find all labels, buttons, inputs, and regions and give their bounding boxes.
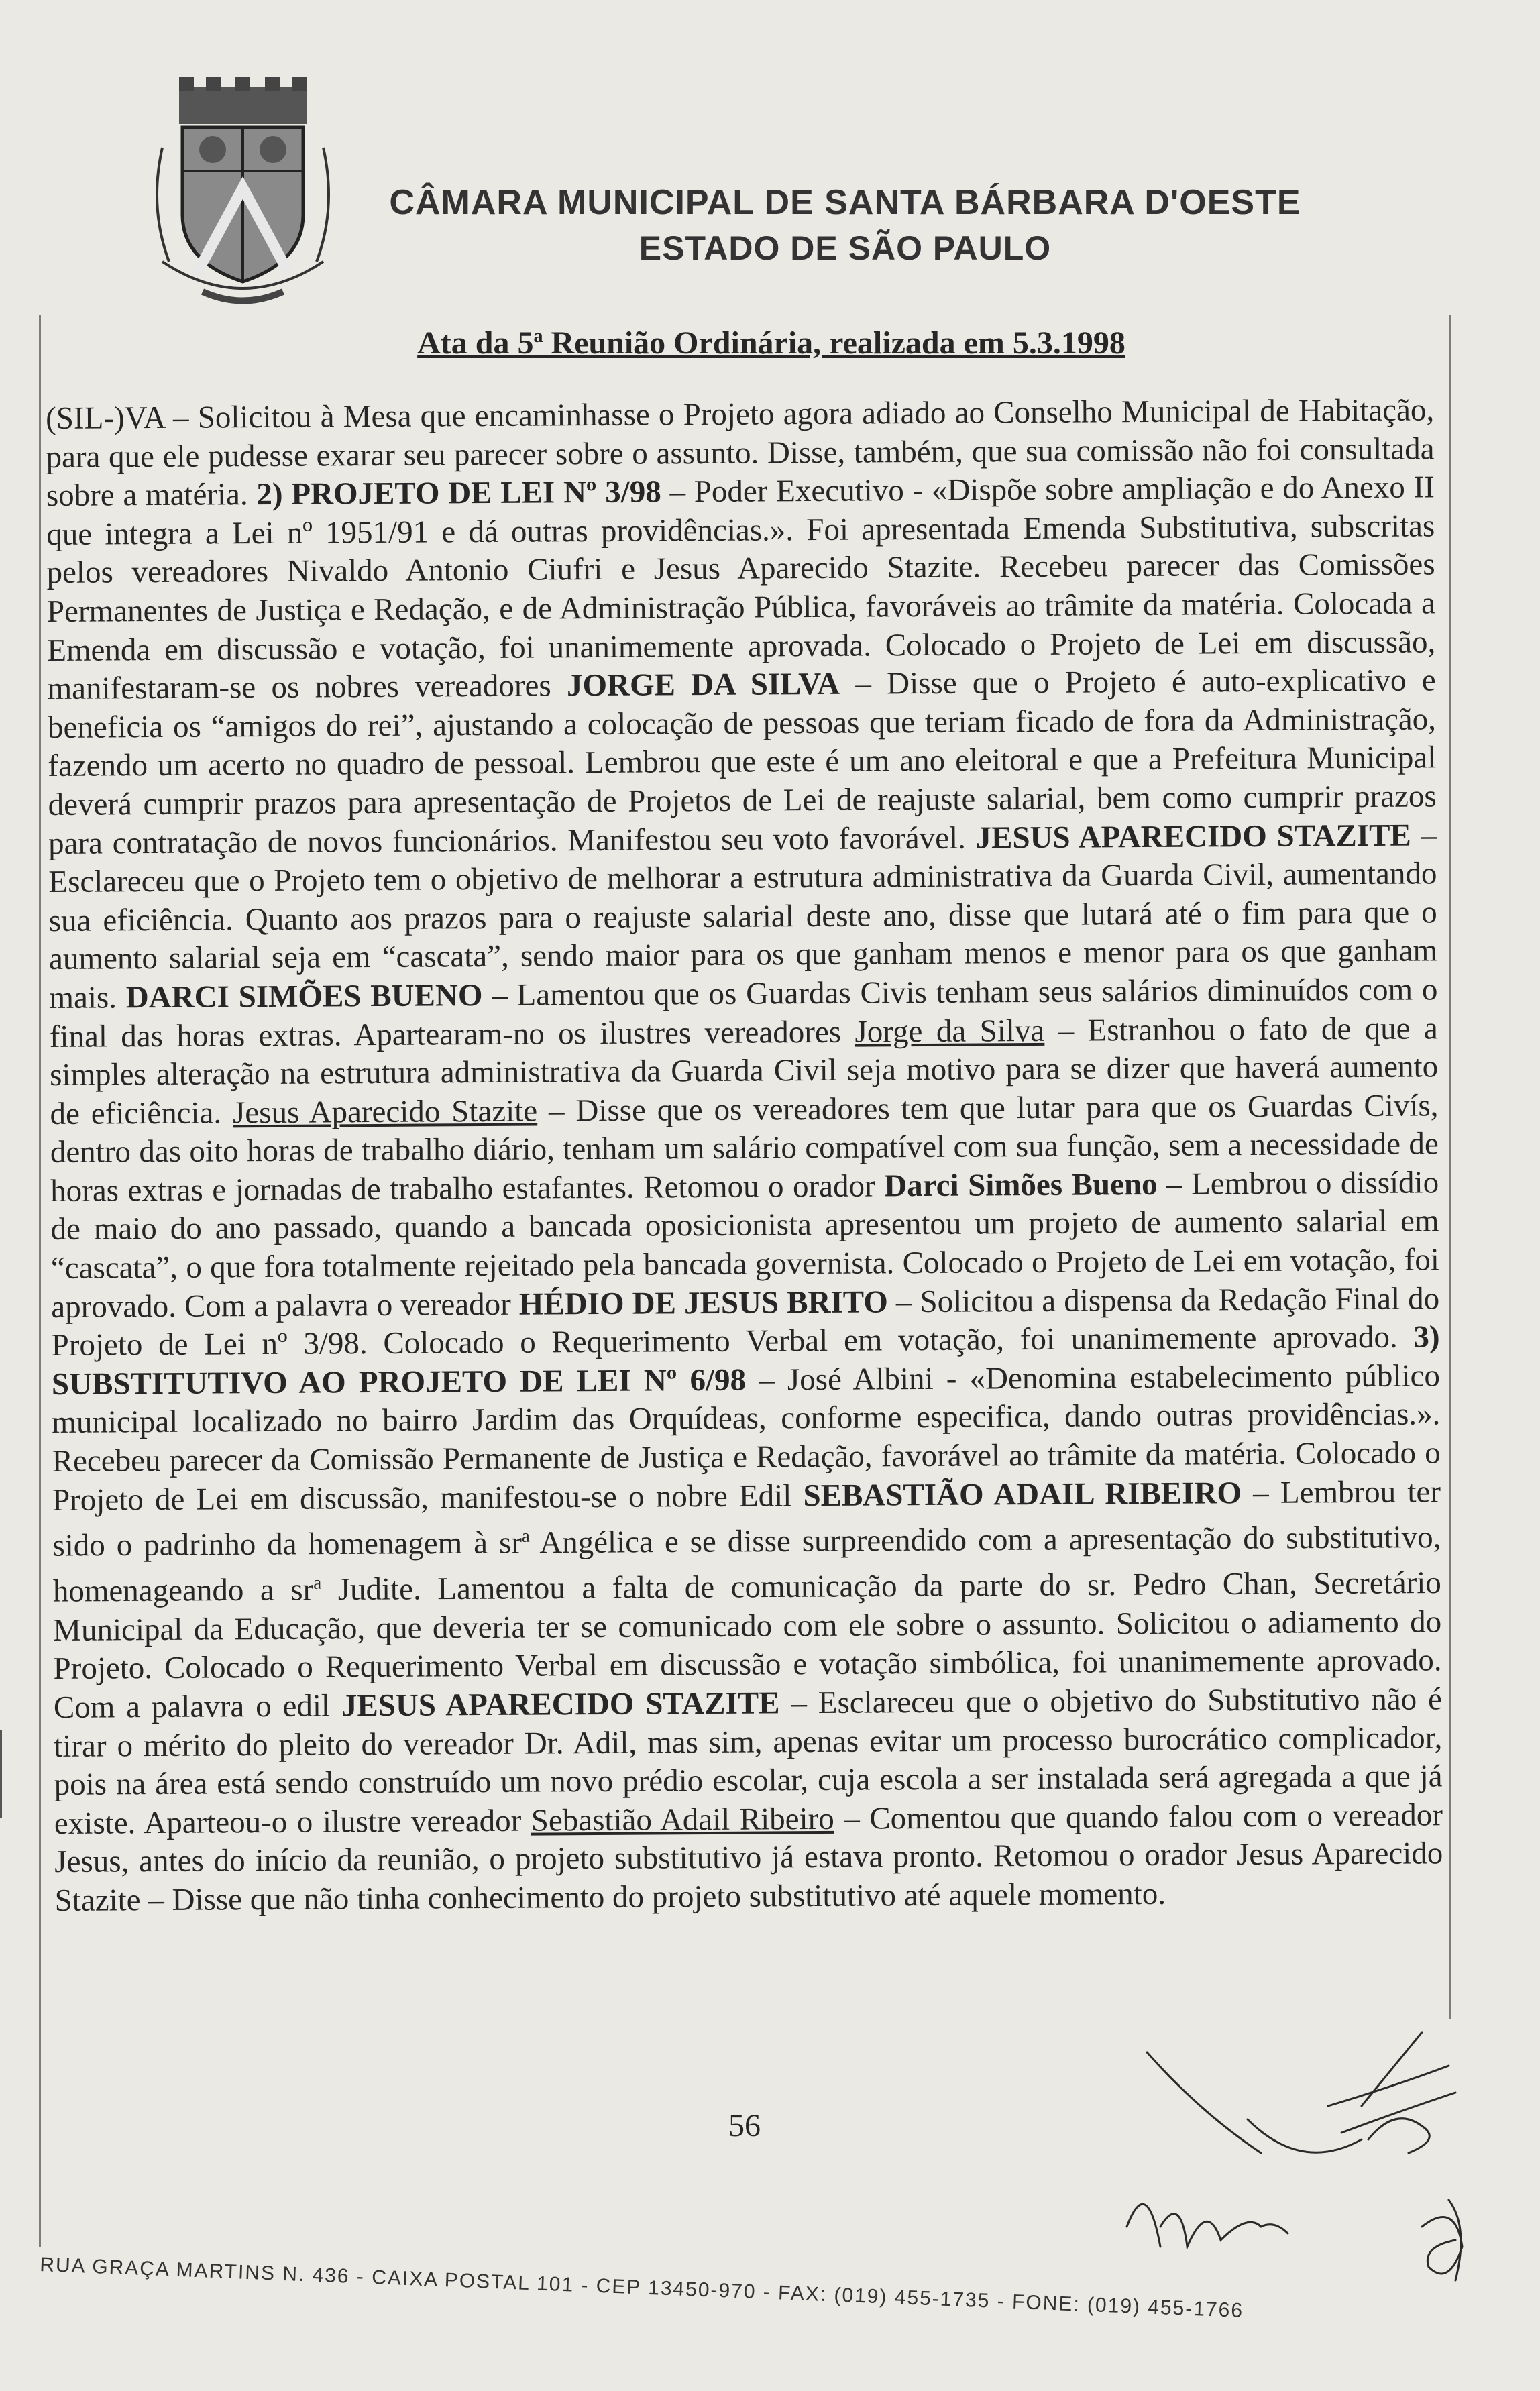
letterhead bbox=[376, 182, 1315, 268]
body-text-segment: – Estranhou o fato de que a simples alteração na estrutura administrativa da Guarda Civil seja motivo para se dizer que haverá aumento de eficiência. bbox=[49, 1010, 1439, 1131]
body-text-segment: – Disse que os vereadores tem que lutar para que os Guardas Civís, dentro das oito horas de trabalho diário, tenham um salário compatível com sua função, sem a necessidade de horas extras e jornadas de trabalho estafantes. Retomou o orador bbox=[50, 1088, 1439, 1209]
institution-name: CÂMARA MUNICIPAL DE SANTA BÁRBARA D'OESTE bbox=[389, 183, 1301, 222]
minutes-body bbox=[46, 391, 1443, 1920]
body-text-segment: – Solicitou a dispensa da Redação Final do Projeto de Lei nº 3/98. Colocado o Requerimento Verbal em votação, foi unanimemente aprovado. bbox=[51, 1280, 1440, 1364]
title-suffix: Reunião Ordinária, realizada em 5.3.1998 bbox=[543, 325, 1125, 361]
body-text-segment: – Lembrou ter sido o padrinho da homenagem à sr bbox=[52, 1473, 1441, 1563]
speaker-name: HÉDIO DE JESUS BRITO bbox=[518, 1284, 888, 1322]
aparte-speaker: Jesus Aparecido Stazite bbox=[232, 1093, 538, 1131]
edge-mark bbox=[0, 1730, 9, 1818]
body-text-segment: – Esclareceu que o Projeto tem o objetivo de melhorar a estrutura administrativa da Guarda Civil, aumentando sua eficiência. Quanto aos prazos para o reajuste salarial deste ano, disse que lutará até o fim para que o aumento salarial seja em “cascata”, sendo maior para os que ganham menos e menor para os que ganham mais. bbox=[48, 817, 1438, 1015]
speaker-name: JESUS APARECIDO STAZITE bbox=[341, 1685, 780, 1724]
speaker-name: JORGE DA SILVA bbox=[566, 666, 840, 704]
speaker-name: Darci Simões Bueno bbox=[884, 1166, 1158, 1204]
body-text-segment: – Esclareceu que o objetivo do Substitutivo não é tirar o mérito do pleito do vereador Dr. Adil, mas sim, apenas evitar um processo burocrático complicador, pois na área está sendo construído um novo prédio escolar, cuja escola a ser instalada será agregada a que já existe. Aparteou-o o ilustre vereador bbox=[54, 1681, 1443, 1841]
body-text-segment: Judite. Lamentou a falta de comunicação da parte do sr. Pedro Chan, Secretário Municipal da Educação, que deveria ter se comunicado com ele sobre o assunto. Solicitou o adiamento do Projeto. Colocado o Requerimento Verbal em discussão e votação simbólica, foi unanimemente aprovado. Com a palavra o edil bbox=[53, 1565, 1442, 1725]
title-ordinal: a bbox=[533, 326, 543, 347]
body-text-segment: – Disse que o Projeto é auto-explicativo e beneficia os “amigos do rei”, ajustando a colocação de pessoas que teriam ficado de fora da Administração, fazendo um acerto no quadro de pessoal. Lembrou que este é um ano eleitoral e que a Prefeitura Municipal deverá cumprir prazos para apresentação de Projetos de Lei de reajuste salarial, bem como cumprir prazos para contratação de novos funcionários. Manifestou seu voto favorável. bbox=[47, 663, 1437, 861]
minutes-title bbox=[355, 325, 1187, 362]
right-margin-rule bbox=[1449, 315, 1451, 2019]
address-footer: RUA GRAÇA MARTINS N. 436 - CAIXA POSTAL 101 - CEP 13450-970 - FAX: (019) 455-1735 - FONE: (019) 455-1766 bbox=[39, 2254, 1244, 2322]
speaker-name: DARCI SIMÕES BUENO bbox=[125, 977, 483, 1015]
aparte-speaker: Jorge da Silva bbox=[855, 1013, 1045, 1050]
bill-heading: 3) SUBSTITUTIVO AO PROJETO DE LEI Nº 6/98 bbox=[51, 1319, 1440, 1402]
body-text-segment: – Comentou que quando falou com o vereador Jesus, antes do início da reunião, o projeto substitutivo já estava pronto. Retomou o orador Jesus Aparecido Stazite – Disse que não tinha conhecimento do projeto substitutivo até aquele momento. bbox=[54, 1797, 1443, 1918]
speaker-name: JESUS APARECIDO STAZITE bbox=[975, 818, 1411, 856]
body-text-segment: (SIL-)VA – Solicitou à Mesa que encaminhasse o Projeto agora adiado ao Conselho Municipal de Habitação, para que ele pudesse exarar seu parecer sobre o assunto. Disse, também, que sua comissão não foi consultada sobre a matéria. bbox=[46, 392, 1435, 514]
body-text-segment: Angélica e se disse surpreendido com a apresentação do substitutivo, homenageando a sr bbox=[52, 1520, 1441, 1610]
body-text-segment: – Poder Executivo - «Dispõe sobre ampliação e do Anexo II que integra a Lei nº 1951/91 e dá outras providências.». Foi apresentada Emenda Substitutiva, subscritas pelos vereadores Nivaldo Antonio Ciufri e Jesus Aparecido Stazite. Recebeu parecer das Comissões Permanentes de Justiça e Redação, e de Administração Pública, favoráveis ao trâmite da matéria. Colocada a Emenda em discussão e votação, foi unanimemente aprovada. Colocado o Projeto de Lei em discussão, manifestaram-se os nobres vereadores bbox=[46, 469, 1436, 707]
ordinal-superscript: a bbox=[313, 1572, 322, 1594]
handwritten-signatures bbox=[1046, 2025, 1476, 2294]
left-margin-rule bbox=[39, 315, 41, 2247]
municipal-coat-of-arms bbox=[142, 60, 343, 315]
title-prefix: Ata da 5 bbox=[417, 325, 534, 361]
body-text-segment: – Lamentou que os Guardas Civis tenham seus salários diminuídos com o final das horas extras. Apartearam-no os ilustres vereadores bbox=[49, 972, 1438, 1054]
ordinal-superscript: a bbox=[521, 1525, 530, 1546]
body-text-segment: – Lembrou o dissídio de maio do ano passado, quando a bancada oposicionista apresentou um projeto de aumento salarial em “cascata”, o que fora totalmente rejeitado pela bancada governista. Colocado o Projeto de Lei em votação, foi aprovado. Com a palavra o vereador bbox=[50, 1165, 1440, 1325]
bill-heading: 2) PROJETO DE LEI Nº 3/98 bbox=[256, 474, 661, 512]
aparte-speaker: Sebastião Adail Ribeiro bbox=[531, 1801, 834, 1838]
body-text-segment: – José Albini - «Denomina estabelecimento público municipal localizado no bairro Jardim das Orquídeas, conforme especifica, dando outras providências.». Recebeu parecer da Comissão Permanente de Justiça e Redação, favorável ao trâmite da matéria. Colocado o Projeto de Lei em discussão, manifestou-se o nobre Edil bbox=[52, 1358, 1441, 1518]
minutes-paragraph bbox=[46, 391, 1443, 1920]
speaker-name: SEBASTIÃO ADAIL RIBEIRO bbox=[803, 1475, 1242, 1513]
state-name: ESTADO DE SÃO PAULO bbox=[639, 229, 1052, 267]
page-number: 56 bbox=[728, 2108, 761, 2144]
